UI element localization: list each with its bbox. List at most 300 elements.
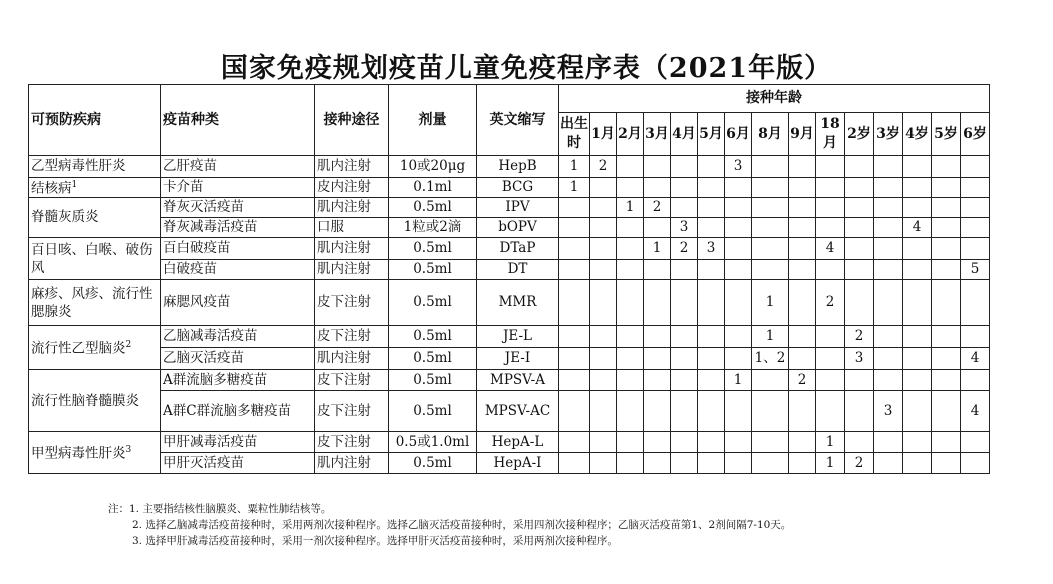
- header-age-9: 18月: [816, 113, 845, 156]
- dose-number-cell: [816, 370, 845, 391]
- route-cell: 肌内注射: [315, 260, 389, 280]
- dose-number-cell: [816, 348, 845, 370]
- dose-number-cell: [845, 391, 874, 432]
- dose-number-cell: [590, 326, 617, 348]
- dose-number-cell: [816, 198, 845, 218]
- dose-number-cell: [932, 370, 961, 391]
- dose-number-cell: 2: [590, 156, 617, 178]
- dose-number-cell: [671, 348, 698, 370]
- table-row: [29, 260, 990, 280]
- dose-number-cell: [698, 348, 725, 370]
- dose-number-cell: 2: [671, 238, 698, 260]
- route-cell: 皮下注射: [315, 370, 389, 391]
- dose-number-cell: [961, 453, 990, 474]
- dose-number-cell: 3: [845, 348, 874, 370]
- dose-number-cell: 4: [903, 218, 932, 238]
- dose-number-cell: 1: [752, 280, 789, 326]
- dose-number-cell: [845, 156, 874, 178]
- dose-number-cell: 3: [698, 238, 725, 260]
- dose-number-cell: [698, 432, 725, 453]
- dose-number-cell: [752, 260, 789, 280]
- dose-number-cell: [617, 326, 644, 348]
- dose-number-cell: [961, 156, 990, 178]
- header-dose: 剂量: [389, 85, 477, 156]
- header-age-8: 9月: [789, 113, 816, 156]
- dose-number-cell: [932, 391, 961, 432]
- footnote-3: 3. 选择甲肝减毒活疫苗接种时，采用一剂次接种程序。选择甲肝灭活疫苗接种时，采用两剂次接种程序。: [132, 535, 618, 547]
- route-cell: 肌内注射: [315, 156, 389, 178]
- dose-number-cell: [559, 198, 590, 218]
- dose-number-cell: [671, 156, 698, 178]
- disease-label: 甲型病毒性肝炎: [31, 445, 126, 462]
- dose-number-cell: [816, 326, 845, 348]
- dose-number-cell: [961, 178, 990, 198]
- dose-number-cell: [644, 391, 671, 432]
- dose-number-cell: [698, 178, 725, 198]
- dose-number-cell: [752, 156, 789, 178]
- abbr-cell: HepA-I: [477, 453, 559, 474]
- dose-number-cell: [903, 370, 932, 391]
- dose-number-cell: [903, 260, 932, 280]
- route-cell: 肌内注射: [315, 238, 389, 260]
- dose-number-cell: [559, 218, 590, 238]
- header-age-6: 6月: [725, 113, 752, 156]
- dose-number-cell: [698, 280, 725, 326]
- dose-number-cell: [559, 238, 590, 260]
- dose-number-cell: [903, 280, 932, 326]
- dose-number-cell: [725, 198, 752, 218]
- dose-number-cell: [961, 326, 990, 348]
- dose-number-cell: [816, 218, 845, 238]
- abbr-cell: bOPV: [477, 218, 559, 238]
- dose-number-cell: 1: [816, 432, 845, 453]
- dose-number-cell: [789, 156, 816, 178]
- dose-number-cell: [617, 391, 644, 432]
- dose-number-cell: [590, 453, 617, 474]
- dose-number-cell: [752, 432, 789, 453]
- dose-number-cell: [698, 370, 725, 391]
- dose-number-cell: [671, 260, 698, 280]
- dose-number-cell: [874, 348, 903, 370]
- dose-number-cell: [845, 178, 874, 198]
- dose-number-cell: [644, 326, 671, 348]
- route-cell: 皮下注射: [315, 391, 389, 432]
- dose-number-cell: [789, 218, 816, 238]
- header-age-0: 出生时: [559, 113, 590, 156]
- dose-number-cell: [698, 391, 725, 432]
- route-cell: 肌内注射: [315, 198, 389, 218]
- disease-cell-mening: [29, 370, 161, 432]
- dose-number-cell: 4: [816, 238, 845, 260]
- dose-number-cell: [816, 178, 845, 198]
- dose-number-cell: [903, 178, 932, 198]
- header-age-3: 3月: [644, 113, 671, 156]
- dose-number-cell: [932, 348, 961, 370]
- dose-number-cell: 2: [845, 326, 874, 348]
- table-row: [29, 218, 990, 238]
- header-age-1: 1月: [590, 113, 617, 156]
- dose-number-cell: [903, 453, 932, 474]
- dose-number-cell: [559, 348, 590, 370]
- abbr-cell: IPV: [477, 198, 559, 218]
- dose-number-cell: [725, 238, 752, 260]
- dose-number-cell: [903, 238, 932, 260]
- dose-number-cell: [903, 198, 932, 218]
- dose-number-cell: [789, 348, 816, 370]
- dose-cell: 0.5ml: [389, 280, 477, 326]
- vaccine-cell: 甲肝灭活疫苗: [161, 453, 315, 474]
- dose-number-cell: [752, 178, 789, 198]
- route-cell: 口服: [315, 218, 389, 238]
- dose-number-cell: [816, 391, 845, 432]
- dose-number-cell: [725, 348, 752, 370]
- dose-number-cell: [903, 156, 932, 178]
- dose-number-cell: [698, 218, 725, 238]
- vaccine-cell: 卡介苗: [161, 178, 315, 198]
- dose-number-cell: 1: [725, 370, 752, 391]
- dose-number-cell: [671, 326, 698, 348]
- dose-number-cell: [725, 391, 752, 432]
- table-row: [29, 370, 990, 391]
- dose-number-cell: [559, 453, 590, 474]
- table-row: [29, 348, 990, 370]
- disease-cell-polio: [29, 198, 161, 238]
- dose-number-cell: [644, 453, 671, 474]
- dose-number-cell: [671, 370, 698, 391]
- dose-number-cell: 2: [845, 453, 874, 474]
- vaccine-cell: 白破疫苗: [161, 260, 315, 280]
- dose-number-cell: [644, 218, 671, 238]
- dose-number-cell: [845, 238, 874, 260]
- dose-cell: 0.5ml: [389, 260, 477, 280]
- header-age-2: 2月: [617, 113, 644, 156]
- dose-number-cell: [903, 391, 932, 432]
- vaccine-cell: 百白破疫苗: [161, 238, 315, 260]
- dose-number-cell: 1: [559, 178, 590, 198]
- dose-number-cell: [725, 218, 752, 238]
- table-row: [29, 391, 990, 432]
- dose-number-cell: [874, 370, 903, 391]
- dose-number-cell: [671, 432, 698, 453]
- dose-number-cell: [961, 280, 990, 326]
- dose-number-cell: [903, 348, 932, 370]
- dose-number-cell: [932, 238, 961, 260]
- dose-number-cell: 3: [874, 391, 903, 432]
- dose-number-cell: [903, 432, 932, 453]
- abbr-cell: HepA-L: [477, 432, 559, 453]
- dose-number-cell: [617, 453, 644, 474]
- dose-cell: 0.5ml: [389, 348, 477, 370]
- disease-label: 麻疹、风疹、流行性腮腺炎: [31, 285, 153, 320]
- dose-number-cell: [752, 198, 789, 218]
- dose-cell: 0.5ml: [389, 391, 477, 432]
- dose-number-cell: [789, 453, 816, 474]
- dose-number-cell: [590, 198, 617, 218]
- header-age-14: 6岁: [961, 113, 990, 156]
- dose-cell: 10或20μg: [389, 156, 477, 178]
- abbr-cell: JE-I: [477, 348, 559, 370]
- dose-number-cell: 1: [617, 198, 644, 218]
- route-cell: 皮下注射: [315, 280, 389, 326]
- dose-number-cell: [932, 326, 961, 348]
- dose-number-cell: [644, 432, 671, 453]
- dose-number-cell: [559, 432, 590, 453]
- dose-number-cell: [789, 178, 816, 198]
- dose-number-cell: [903, 326, 932, 348]
- dose-number-cell: [789, 326, 816, 348]
- dose-number-cell: [752, 453, 789, 474]
- header-age-10: 2岁: [845, 113, 874, 156]
- abbr-cell: BCG: [477, 178, 559, 198]
- dose-number-cell: [725, 280, 752, 326]
- dose-number-cell: [961, 198, 990, 218]
- dose-number-cell: 1: [644, 238, 671, 260]
- dose-number-cell: [617, 218, 644, 238]
- dose-number-cell: 4: [961, 348, 990, 370]
- vaccine-cell: 乙肝疫苗: [161, 156, 315, 178]
- dose-number-cell: [559, 370, 590, 391]
- dose-number-cell: [590, 178, 617, 198]
- dose-number-cell: [874, 238, 903, 260]
- dose-number-cell: [590, 218, 617, 238]
- dose-number-cell: [590, 432, 617, 453]
- disease-cell-hepa: [29, 432, 161, 474]
- dose-number-cell: [617, 348, 644, 370]
- route-cell: 皮下注射: [315, 326, 389, 348]
- dose-number-cell: [874, 156, 903, 178]
- dose-number-cell: [671, 198, 698, 218]
- route-cell: 肌内注射: [315, 453, 389, 474]
- dose-number-cell: [874, 198, 903, 218]
- dose-cell: 0.5ml: [389, 370, 477, 391]
- route-cell: 皮下注射: [315, 432, 389, 453]
- dose-number-cell: 3: [725, 156, 752, 178]
- dose-number-cell: 5: [961, 260, 990, 280]
- dose-number-cell: 2: [644, 198, 671, 218]
- dose-number-cell: [845, 218, 874, 238]
- header-age-11: 3岁: [874, 113, 903, 156]
- dose-number-cell: [644, 348, 671, 370]
- dose-number-cell: [671, 453, 698, 474]
- dose-number-cell: [617, 156, 644, 178]
- dose-number-cell: [816, 260, 845, 280]
- dose-cell: 0.5或1.0ml: [389, 432, 477, 453]
- dose-number-cell: [617, 280, 644, 326]
- dose-number-cell: [725, 453, 752, 474]
- dose-number-cell: [874, 218, 903, 238]
- dose-number-cell: [789, 198, 816, 218]
- dose-number-cell: [961, 432, 990, 453]
- dose-number-cell: [617, 260, 644, 280]
- dose-number-cell: [644, 178, 671, 198]
- dose-number-cell: [961, 218, 990, 238]
- table-row: [29, 453, 990, 474]
- dose-number-cell: [874, 260, 903, 280]
- dose-number-cell: [752, 218, 789, 238]
- dose-number-cell: [789, 238, 816, 260]
- table-body: [29, 85, 990, 474]
- dose-number-cell: [644, 370, 671, 391]
- dose-number-cell: [617, 370, 644, 391]
- dose-number-cell: [845, 198, 874, 218]
- dose-number-cell: [932, 218, 961, 238]
- table-row: [29, 178, 990, 198]
- dose-number-cell: [845, 370, 874, 391]
- vaccine-cell: 乙脑灭活疫苗: [161, 348, 315, 370]
- disease-cell-mmr: [29, 280, 161, 326]
- disease-label: 流行性脑脊髓膜炎: [31, 392, 139, 409]
- abbr-cell: JE-L: [477, 326, 559, 348]
- route-cell: 肌内注射: [315, 348, 389, 370]
- header-age-7: 8月: [752, 113, 789, 156]
- dose-number-cell: [845, 260, 874, 280]
- dose-number-cell: [932, 280, 961, 326]
- abbr-cell: DT: [477, 260, 559, 280]
- dose-number-cell: [752, 238, 789, 260]
- dose-number-cell: [725, 260, 752, 280]
- dose-number-cell: [874, 453, 903, 474]
- header-age-13: 5岁: [932, 113, 961, 156]
- abbr-cell: MPSV-A: [477, 370, 559, 391]
- dose-number-cell: [874, 178, 903, 198]
- dose-number-cell: [559, 391, 590, 432]
- header-age-5: 5月: [698, 113, 725, 156]
- disease-cell-tb: [29, 178, 161, 198]
- dose-number-cell: [698, 453, 725, 474]
- header-row-top: [29, 85, 990, 113]
- dose-number-cell: [932, 260, 961, 280]
- abbr-cell: MPSV-AC: [477, 391, 559, 432]
- table-row: [29, 238, 990, 260]
- dose-number-cell: 1: [559, 156, 590, 178]
- dose-number-cell: [932, 432, 961, 453]
- dose-number-cell: [932, 178, 961, 198]
- dose-number-cell: [816, 156, 845, 178]
- header-route: 接种途径: [315, 85, 389, 156]
- dose-number-cell: [874, 326, 903, 348]
- dose-cell: 1粒或2滴: [389, 218, 477, 238]
- dose-number-cell: [671, 280, 698, 326]
- dose-cell: 0.5ml: [389, 238, 477, 260]
- dose-number-cell: 2: [789, 370, 816, 391]
- dose-cell: 0.5ml: [389, 198, 477, 218]
- dose-number-cell: [617, 178, 644, 198]
- dose-number-cell: [752, 370, 789, 391]
- vaccine-cell: A群流脑多糖疫苗: [161, 370, 315, 391]
- vaccine-cell: 脊灰减毒活疫苗: [161, 218, 315, 238]
- footnote-1: 注：1. 主要指结核性脑膜炎、粟粒性肺结核等。: [108, 503, 332, 515]
- dose-number-cell: [644, 280, 671, 326]
- dose-number-cell: [559, 280, 590, 326]
- dose-number-cell: [590, 370, 617, 391]
- footnote-marker: 2: [125, 340, 132, 351]
- dose-number-cell: [725, 178, 752, 198]
- disease-cell-je: [29, 326, 161, 370]
- header-age-12: 4岁: [903, 113, 932, 156]
- dose-number-cell: [874, 432, 903, 453]
- vaccine-cell: 甲肝减毒活疫苗: [161, 432, 315, 453]
- dose-number-cell: [590, 280, 617, 326]
- dose-number-cell: [789, 280, 816, 326]
- disease-cell-dtp: [29, 238, 161, 280]
- vaccine-cell: 脊灰灭活疫苗: [161, 198, 315, 218]
- dose-number-cell: [644, 260, 671, 280]
- page-title: 国家免疫规划疫苗儿童免疫程序表（2021年版）: [220, 53, 833, 84]
- footnote-2: 2. 选择乙脑减毒活疫苗接种时，采用两剂次接种程序。选择乙脑灭活疫苗接种时，采用四剂次接种程序；乙脑灭活疫苗第1、2剂间隔7-10天。: [132, 519, 792, 531]
- footnote-marker: 3: [125, 445, 132, 456]
- dose-number-cell: [590, 391, 617, 432]
- dose-number-cell: 2: [816, 280, 845, 326]
- dose-cell: 0.5ml: [389, 453, 477, 474]
- dose-number-cell: [789, 391, 816, 432]
- dose-number-cell: [671, 391, 698, 432]
- dose-number-cell: [932, 453, 961, 474]
- disease-label: 乙型病毒性肝炎: [31, 158, 126, 174]
- dose-number-cell: [698, 156, 725, 178]
- dose-number-cell: [961, 370, 990, 391]
- dose-number-cell: [789, 260, 816, 280]
- abbr-cell: MMR: [477, 280, 559, 326]
- table-row: [29, 432, 990, 453]
- dose-number-cell: 4: [961, 391, 990, 432]
- vaccine-cell: 乙脑减毒活疫苗: [161, 326, 315, 348]
- dose-number-cell: [590, 348, 617, 370]
- dose-number-cell: [845, 280, 874, 326]
- abbr-cell: DTaP: [477, 238, 559, 260]
- footnotes: [108, 501, 791, 549]
- vaccine-cell: A群C群流脑多糖疫苗: [161, 391, 315, 432]
- abbr-cell: HepB: [477, 156, 559, 178]
- table-row: [29, 156, 990, 178]
- dose-number-cell: [752, 391, 789, 432]
- dose-number-cell: [698, 198, 725, 218]
- disease-label: 流行性乙型脑炎: [31, 340, 126, 357]
- dose-number-cell: [961, 238, 990, 260]
- dose-number-cell: [590, 260, 617, 280]
- dose-number-cell: 1: [752, 326, 789, 348]
- dose-number-cell: [590, 238, 617, 260]
- dose-number-cell: [617, 238, 644, 260]
- table-row: [29, 198, 990, 218]
- dose-number-cell: 1: [816, 453, 845, 474]
- dose-number-cell: 1、2: [752, 348, 789, 370]
- footnote-marker: 1: [71, 180, 78, 191]
- header-age-4: 4月: [671, 113, 698, 156]
- disease-cell-hepb: [29, 156, 161, 178]
- dose-number-cell: [725, 326, 752, 348]
- disease-label: 脊髓灰质炎: [31, 209, 99, 225]
- dose-cell: 0.1ml: [389, 178, 477, 198]
- table-row: [29, 280, 990, 326]
- dose-number-cell: [698, 326, 725, 348]
- dose-number-cell: [845, 432, 874, 453]
- dose-number-cell: [874, 280, 903, 326]
- dose-number-cell: [644, 156, 671, 178]
- dose-number-cell: [932, 156, 961, 178]
- header-abbr: 英文缩写: [477, 85, 559, 156]
- dose-number-cell: [698, 260, 725, 280]
- dose-cell: 0.5ml: [389, 326, 477, 348]
- dose-number-cell: [559, 260, 590, 280]
- route-cell: 皮内注射: [315, 178, 389, 198]
- dose-number-cell: [789, 432, 816, 453]
- dose-number-cell: [932, 198, 961, 218]
- disease-label: 结核病: [31, 180, 72, 197]
- header-age-group: 接种年龄: [559, 85, 990, 113]
- dose-number-cell: [671, 178, 698, 198]
- vaccine-cell: 麻腮风疫苗: [161, 280, 315, 326]
- dose-number-cell: 3: [671, 218, 698, 238]
